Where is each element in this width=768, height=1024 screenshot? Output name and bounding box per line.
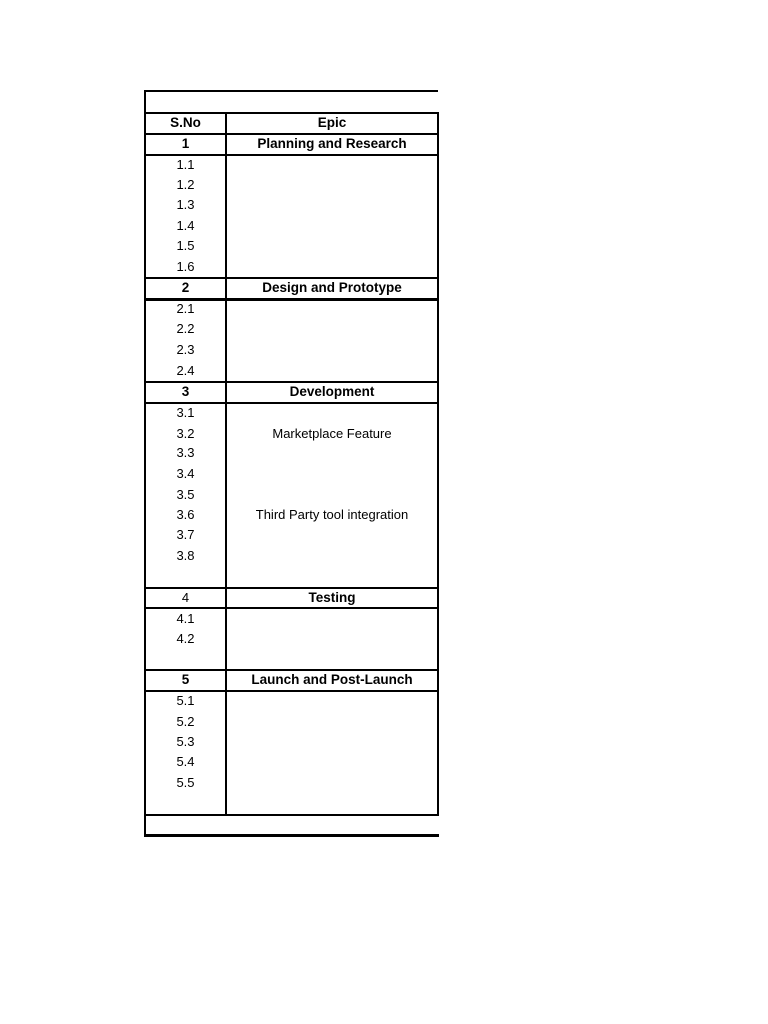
row-sno: 2.3 xyxy=(176,342,195,357)
section-title: Launch and Post-Launch xyxy=(251,672,413,687)
row-sno: 5.5 xyxy=(176,775,195,790)
section-number: 4 xyxy=(181,590,190,605)
row-sno: 3.1 xyxy=(176,405,195,420)
section-number: 2 xyxy=(181,280,190,295)
row-sno: 3.2 xyxy=(176,426,195,441)
row-sno: 3.6 xyxy=(176,507,195,522)
section-number: 3 xyxy=(181,384,190,399)
section-title: Design and Prototype xyxy=(262,280,402,295)
section-number: 5 xyxy=(181,672,190,687)
row-sno: 1.1 xyxy=(176,157,195,172)
row-sno: 3.3 xyxy=(176,445,195,460)
column-divider xyxy=(225,112,227,815)
section-4-bottom-border xyxy=(144,607,439,609)
row-sno: 1.4 xyxy=(176,218,195,233)
row-sno: 1.5 xyxy=(176,238,195,253)
row-sno: 2.4 xyxy=(176,363,195,378)
table-right-border xyxy=(437,112,439,815)
row-epic: Third Party tool integration xyxy=(255,507,409,522)
row-sno: 1.2 xyxy=(176,177,195,192)
table-top-border xyxy=(144,90,438,92)
row-sno: 2.2 xyxy=(176,321,195,336)
header-epic: Epic xyxy=(317,115,347,130)
row-sno: 4.1 xyxy=(176,611,195,626)
row-sno: 2.1 xyxy=(176,301,195,316)
row-sno: 5.3 xyxy=(176,734,195,749)
section-title: Testing xyxy=(308,590,356,605)
row-sno: 1.3 xyxy=(176,197,195,212)
section-title: Development xyxy=(289,384,375,399)
row-sno: 5.1 xyxy=(176,693,195,708)
row-sno: 3.7 xyxy=(176,527,195,542)
section-title: Planning and Research xyxy=(257,136,407,151)
row-sno: 4.2 xyxy=(176,631,195,646)
table-end-border xyxy=(144,814,439,816)
row-sno: 5.4 xyxy=(176,754,195,769)
row-sno: 5.2 xyxy=(176,714,195,729)
header-sno: S.No xyxy=(170,115,201,130)
row-sno: 3.4 xyxy=(176,466,195,481)
row-sno: 1.6 xyxy=(176,259,195,274)
row-sno: 3.5 xyxy=(176,487,195,502)
row-epic: Marketplace Feature xyxy=(272,426,392,441)
table-bottom-border xyxy=(144,834,439,837)
row-sno: 3.8 xyxy=(176,548,195,563)
section-number: 1 xyxy=(181,136,190,151)
